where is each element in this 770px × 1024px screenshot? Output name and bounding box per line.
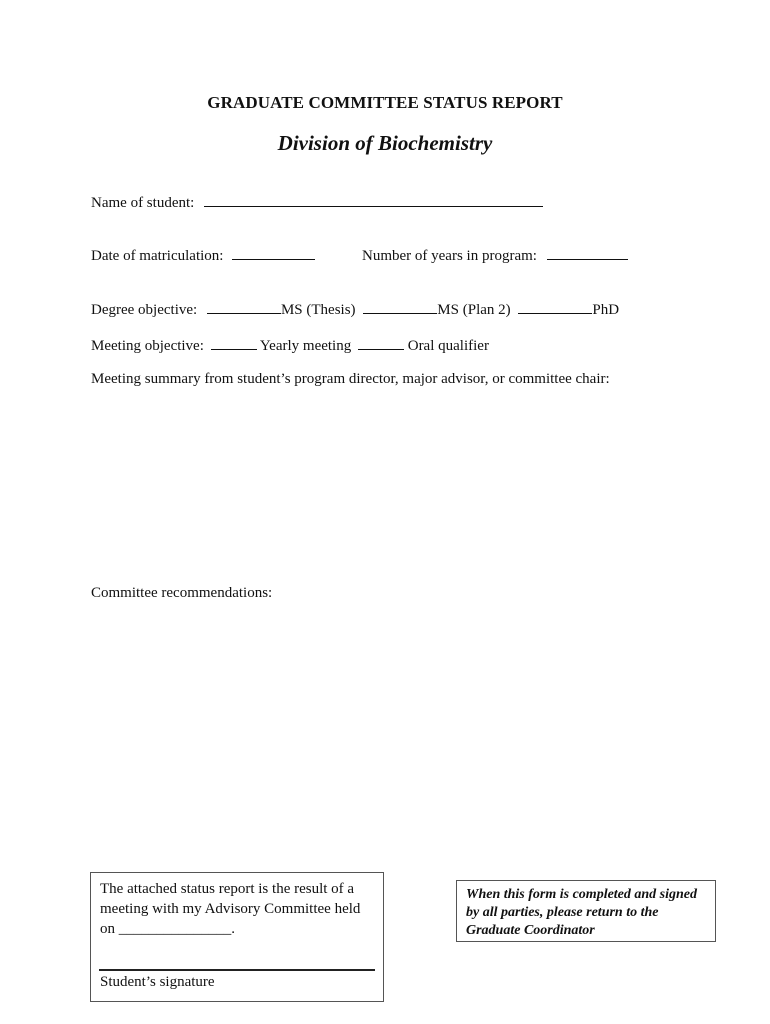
matriculation-label: Date of matriculation: bbox=[91, 248, 224, 264]
committee-recommendations-label: Committee recommendations: bbox=[91, 585, 273, 601]
return-instructions-box bbox=[456, 880, 716, 942]
years-row bbox=[362, 245, 628, 265]
years-label: Number of years in program: bbox=[362, 248, 537, 264]
student-name-row bbox=[91, 192, 543, 212]
meeting-date-blank[interactable]: _______________. bbox=[118, 921, 235, 937]
student-name-field[interactable] bbox=[204, 192, 543, 207]
ms-thesis-blank[interactable] bbox=[207, 299, 281, 314]
return-instructions-text: When this form is completed and signed by all parties, please return to the Graduate Coordinator bbox=[466, 887, 698, 938]
oral-qualifier-option: Oral qualifier bbox=[407, 338, 489, 354]
attestation-statement: The attached status report is the result of a meeting with my Advisory Committee held on bbox=[100, 881, 361, 937]
meeting-summary-area[interactable] bbox=[91, 395, 681, 575]
years-field[interactable] bbox=[547, 245, 628, 260]
form-title: GRADUATE COMMITTEE STATUS REPORT bbox=[207, 93, 563, 112]
signature-line[interactable] bbox=[99, 969, 375, 971]
yearly-meeting-blank[interactable] bbox=[211, 335, 257, 350]
phd-blank[interactable] bbox=[518, 299, 592, 314]
attestation-box bbox=[90, 872, 384, 1002]
ms-thesis-option: MS (Thesis) bbox=[280, 302, 356, 318]
attestation-text bbox=[100, 879, 378, 939]
degree-objective-row bbox=[91, 299, 619, 319]
student-signature-label: Student’s signature bbox=[100, 974, 215, 990]
matriculation-date-field[interactable] bbox=[232, 245, 315, 260]
meeting-objective-row bbox=[91, 335, 489, 355]
ms-plan2-option: MS (Plan 2) bbox=[437, 302, 511, 318]
matriculation-row bbox=[91, 245, 315, 265]
student-name-label: Name of student: bbox=[91, 195, 195, 211]
phd-option: PhD bbox=[592, 302, 620, 318]
meeting-objective-label: Meeting objective: bbox=[91, 338, 204, 354]
oral-qualifier-blank[interactable] bbox=[358, 335, 404, 350]
ms-plan2-blank[interactable] bbox=[363, 299, 437, 314]
meeting-summary-label: Meeting summary from student’s program director, major advisor, or committee chair: bbox=[91, 371, 610, 387]
degree-objective-label: Degree objective: bbox=[91, 302, 198, 318]
division-subtitle: Division of Biochemistry bbox=[277, 131, 493, 155]
committee-recommendations-area[interactable] bbox=[91, 610, 681, 860]
yearly-meeting-option: Yearly meeting bbox=[259, 338, 352, 354]
